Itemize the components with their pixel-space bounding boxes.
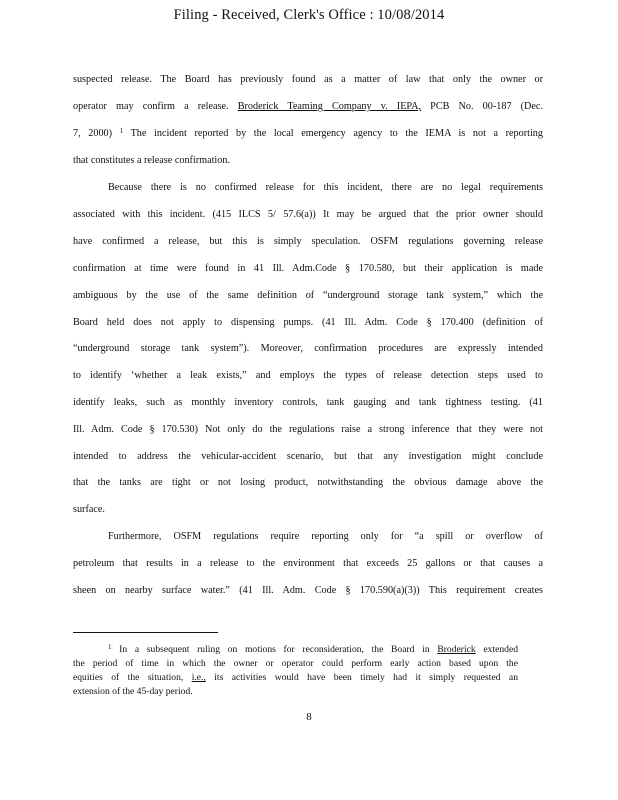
body-line: surface.	[73, 504, 105, 515]
body-line: that the tanks are tight or not losing product, notwithstanding the obvious damage above the	[73, 477, 543, 488]
body-line: confirmation at time were found in 41 Ill. Adm.Code § 170.580, but their application is made	[73, 263, 543, 274]
body-line: Furthermore, OSFM regulations require reporting only for “a spill or overflow of	[108, 531, 543, 542]
body-line	[73, 128, 543, 139]
footnote-text: equities of the situation,	[73, 672, 192, 683]
footnote-text: its activities would have been timely had it simply requested an	[205, 672, 518, 683]
body-line: intended to address the vehicular-accident scenario, but that any investigation might conclude	[73, 451, 543, 462]
ie-abbreviation: i.e.,	[191, 672, 206, 683]
footnote-text: In a subsequent ruling on motions for reconsideration, the Board in	[111, 644, 438, 655]
body-line: petroleum that results in a release to the environment that exceeds 25 gallons or that causes a	[73, 558, 543, 569]
footnote-number: 1	[108, 643, 112, 651]
case-citation: Broderick Teaming Company v. IEPA,	[237, 101, 422, 112]
body-line: that constitutes a release confirmation.	[73, 155, 231, 166]
body-line	[73, 101, 543, 112]
body-line: Ill. Adm. Code § 170.530) Not only do the regulations raise a strong inference that they were not	[73, 424, 543, 435]
page-number: 8	[306, 711, 312, 723]
body-line: sheen on nearby surface water.” (41 Ill. Adm. Code § 170.590(a)(3)) This requirement creates	[73, 585, 543, 596]
case-name: Broderick	[437, 644, 476, 655]
body-line: ambiguous by the use of the same definition of “underground storage tank system,” which the	[73, 290, 543, 301]
footnote-reference: 1	[119, 127, 124, 135]
body-line: have confirmed a release, but this is simply speculation. OSFM regulations governing release	[73, 236, 543, 247]
body-line: associated with this incident. (415 ILCS 5/ 57.6(a)) It may be argued that the prior owner should	[73, 209, 543, 220]
body-line: to identify ‘whether a leak exists,” and employs the types of release detection steps used to	[73, 370, 543, 381]
footnote-text: extended	[475, 644, 518, 655]
footnote-separator	[73, 632, 218, 633]
body-line: suspected release. The Board has previously found as a matter of law that only the owner or	[73, 74, 543, 85]
footnote-line: extension of the 45-day period.	[73, 686, 193, 697]
footnote-line	[73, 672, 518, 683]
body-line: Board held does not apply to dispensing pumps. (41 Ill. Adm. Code § 170.400 (definition of	[73, 317, 543, 328]
body-line: “underground storage tank system”). Moreover, confirmation procedures are expressly intended	[73, 343, 543, 354]
body-text: PCB No. 00-187 (Dec.	[421, 101, 543, 112]
body-text: 7, 2000)	[73, 128, 120, 139]
footnote-line	[108, 644, 518, 655]
filing-header: Filing - Received, Clerk's Office : 10/08/2014	[173, 7, 445, 23]
footnote-line: the period of time in which the owner or operator could perform early action based upon the	[73, 658, 518, 669]
body-text: operator may confirm a release.	[73, 101, 238, 112]
body-line: identify leaks, such as monthly inventory controls, tank gauging and tank tightness testing. (41	[73, 397, 543, 408]
body-line: Because there is no confirmed release for this incident, there are no legal requirements	[108, 182, 543, 193]
body-text: The incident reported by the local emergency agency to the IEMA is not a reporting	[123, 128, 543, 139]
